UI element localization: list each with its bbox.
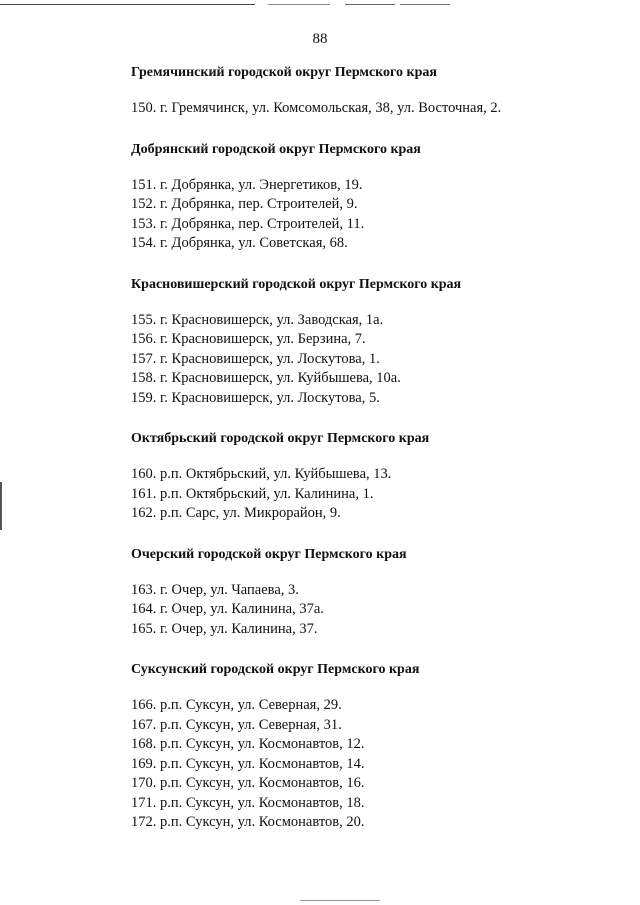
address-list bbox=[131, 581, 611, 640]
section-oktyabrsky bbox=[131, 429, 611, 524]
address-list bbox=[131, 176, 611, 254]
section-heading: Гремячинский городской округ Пермского края bbox=[131, 65, 437, 80]
list-item: 171. р.п. Суксун, ул. Космонавтов, 18. bbox=[131, 794, 365, 811]
scan-edge-left bbox=[0, 482, 2, 530]
address-list bbox=[131, 696, 611, 833]
list-item: 163. г. Очер, ул. Чапаева, 3. bbox=[131, 581, 299, 598]
list-item: 153. г. Добрянка, пер. Строителей, 11. bbox=[131, 215, 365, 232]
list-item: 155. г. Красновишерск, ул. Заводская, 1а. bbox=[131, 311, 384, 328]
list-item: 154. г. Добрянка, ул. Советская, 68. bbox=[131, 235, 348, 251]
list-item: 167. р.п. Суксун, ул. Северная, 31. bbox=[131, 716, 342, 733]
address-list bbox=[131, 311, 611, 409]
list-item: 172. р.п. Суксун, ул. Космонавтов, 20. bbox=[131, 814, 365, 830]
list-item: 168. р.п. Суксун, ул. Космонавтов, 12. bbox=[131, 736, 365, 752]
list-item: 169. р.п. Суксун, ул. Космонавтов, 14. bbox=[131, 755, 365, 772]
section-heading: Очерский городской округ Пермского края bbox=[131, 546, 407, 562]
list-item: 151. г. Добрянка, ул. Энергетиков, 19. bbox=[131, 176, 363, 193]
list-item: 160. р.п. Октябрьский, ул. Куйбышева, 13. bbox=[131, 466, 392, 482]
address-list bbox=[131, 465, 611, 524]
list-item: 165. г. Очер, ул. Калинина, 37. bbox=[131, 620, 318, 637]
section-heading: Добрянский городской округ Пермского края bbox=[131, 141, 421, 157]
address-list bbox=[131, 99, 611, 119]
list-item: 158. г. Красновишерск, ул. Куйбышева, 10а. bbox=[131, 370, 401, 386]
list-item: 150. г. Гремячинск, ул. Комсомольская, 38, ул. Восточная, 2. bbox=[131, 100, 502, 116]
section-heading: Красновишерский городской округ Пермского края bbox=[131, 276, 462, 292]
list-item: 156. г. Красновишерск, ул. Берзина, 7. bbox=[131, 331, 366, 347]
section-suksun bbox=[131, 660, 611, 833]
list-item: 166. р.п. Суксун, ул. Северная, 29. bbox=[131, 697, 342, 713]
scan-edge-bottom bbox=[0, 900, 640, 901]
section-gremyachinsk bbox=[131, 63, 611, 119]
list-item: 162. р.п. Сарс, ул. Микрорайон, 9. bbox=[131, 505, 341, 521]
section-ocher bbox=[131, 545, 611, 640]
page-number: 88 bbox=[312, 31, 328, 47]
section-heading: Октябрьский городской округ Пермского края bbox=[131, 431, 430, 446]
section-heading: Суксунский городской округ Пермского края bbox=[131, 662, 420, 677]
list-item: 161. р.п. Октябрьский, ул. Калинина, 1. bbox=[131, 485, 374, 502]
section-dobryanka bbox=[131, 140, 611, 254]
list-item: 164. г. Очер, ул. Калинина, 37а. bbox=[131, 601, 324, 617]
list-item: 157. г. Красновишерск, ул. Лоскутова, 1. bbox=[131, 350, 380, 367]
scan-edge-top bbox=[0, 4, 640, 5]
list-item: 159. г. Красновишерск, ул. Лоскутова, 5. bbox=[131, 389, 380, 406]
list-item: 170. р.п. Суксун, ул. Космонавтов, 16. bbox=[131, 775, 365, 791]
list-item: 152. г. Добрянка, пер. Строителей, 9. bbox=[131, 196, 358, 212]
section-krasnovishersk bbox=[131, 275, 611, 409]
document-body bbox=[131, 63, 611, 854]
